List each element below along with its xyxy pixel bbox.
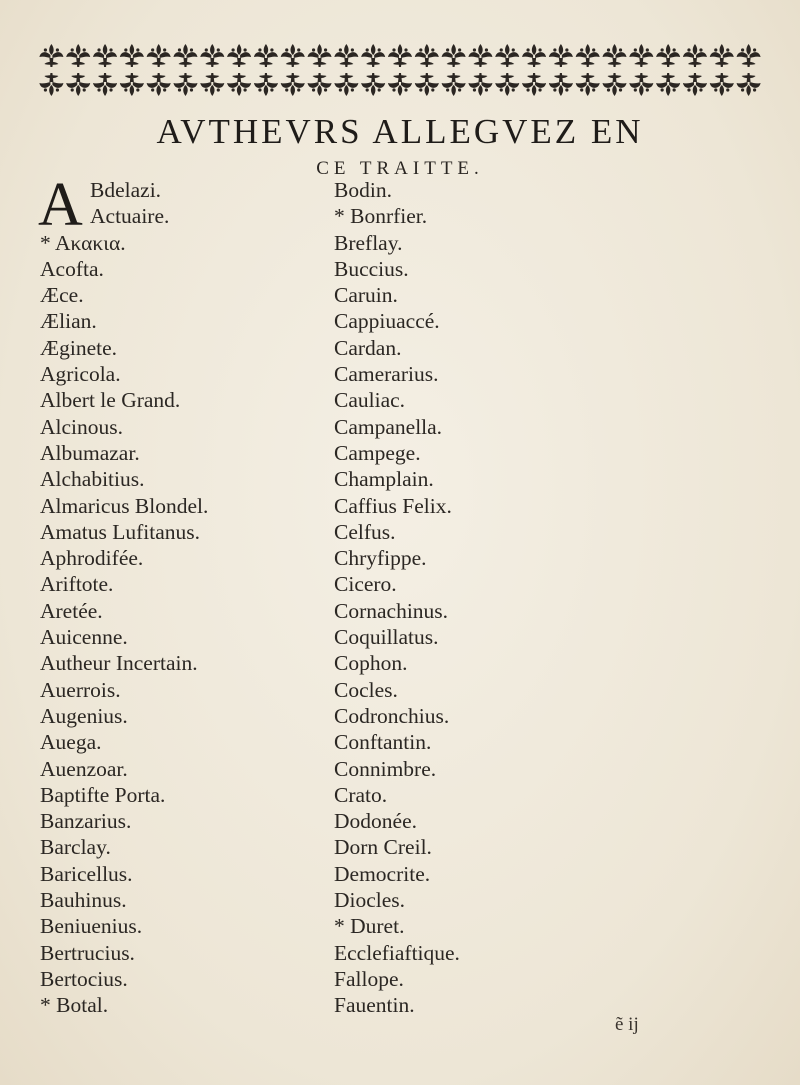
- fleuron-icon: [173, 73, 197, 96]
- author-entry: Bertocius.: [40, 966, 128, 991]
- fleuron-icon: [361, 44, 385, 67]
- fleuron-icon: [710, 73, 734, 96]
- author-entry: Caruin.: [334, 283, 398, 308]
- fleuron-icon: [522, 44, 546, 67]
- author-list-left: [38, 171, 330, 1019]
- fleuron-icon: [254, 44, 278, 67]
- author-entry: Dorn Creil.: [334, 835, 432, 860]
- fleuron-icon: [93, 44, 117, 67]
- author-entry: Cocles.: [334, 677, 398, 702]
- signature-mark: ẽ ij: [615, 1014, 639, 1035]
- fleuron-icon: [683, 73, 707, 96]
- author-entry: Alcinous.: [40, 414, 124, 439]
- author-entry: Auerrois.: [40, 677, 121, 702]
- fleuron-icon: [200, 73, 224, 96]
- author-list-right: [334, 177, 664, 1019]
- fleuron-icon: [66, 44, 90, 67]
- author-entry: Augenius.: [40, 703, 128, 728]
- fleuron-icon: [281, 44, 305, 67]
- fleuron-icon: [415, 44, 439, 67]
- author-entry: Crato.: [334, 782, 388, 807]
- author-entry: Baptifte Porta.: [40, 782, 166, 807]
- fleuron-icon: [737, 44, 761, 67]
- author-entry: Buccius.: [334, 256, 409, 281]
- fleuron-icon: [549, 73, 573, 96]
- fleuron-icon: [254, 73, 278, 96]
- author-entry: Camerarius.: [334, 362, 439, 387]
- author-entry: Diocles.: [334, 888, 406, 913]
- author-entry: Ariftote.: [40, 572, 114, 597]
- fleuron-icon: [468, 73, 492, 96]
- fleuron-icon: [629, 73, 653, 96]
- fleuron-icon: [120, 44, 144, 67]
- author-entry: Auenzoar.: [40, 756, 128, 781]
- author-entry: Bertrucius.: [40, 940, 135, 965]
- author-entry: Æginete.: [40, 335, 118, 360]
- author-entry: Amatus Lufitanus.: [40, 519, 201, 544]
- page-title: AVTHEVRS ALLEGVEZ EN: [156, 112, 644, 151]
- fleuron-icon: [147, 73, 171, 96]
- author-entry: Connimbre.: [334, 756, 437, 781]
- author-entry: * Ακακια.: [40, 230, 126, 255]
- author-entry: Cauliac.: [334, 388, 406, 413]
- fleuron-icon: [39, 73, 63, 96]
- fleuron-icon: [549, 44, 573, 67]
- fleuron-icon: [495, 44, 519, 67]
- author-entry: Breflay.: [334, 230, 403, 255]
- fleuron-icon: [227, 73, 251, 96]
- author-entry: Cardan.: [334, 335, 402, 360]
- author-entry: Cicero.: [334, 572, 397, 597]
- author-entry: Aretée.: [40, 598, 103, 623]
- fleuron-icon: [200, 44, 224, 67]
- fleuron-icon: [308, 73, 332, 96]
- author-entry: Chryfippe.: [334, 546, 427, 571]
- author-entry: Albumazar.: [40, 440, 140, 465]
- author-entry: Alchabitius.: [40, 467, 145, 492]
- author-entry: Caffius Felix.: [334, 493, 452, 518]
- fleuron-icon: [656, 73, 680, 96]
- author-entry: Bodin.: [334, 178, 392, 202]
- fleuron-icon: [603, 44, 627, 67]
- author-entry: Beniuenius.: [40, 914, 143, 939]
- author-entry: Banzarius.: [40, 809, 132, 834]
- fleuron-icon: [147, 44, 171, 67]
- fleuron-icon: [737, 73, 761, 96]
- author-entry: Ecclefiaftique.: [334, 940, 460, 965]
- author-entry: Fallope.: [334, 966, 404, 991]
- fleuron-icon: [281, 73, 305, 96]
- author-entry: * Botal.: [40, 993, 109, 1018]
- fleuron-icon: [173, 44, 197, 67]
- fleuron-icon: [39, 44, 63, 67]
- fleuron-icon: [334, 73, 358, 96]
- fleuron-icon: [468, 44, 492, 67]
- fleuron-icon: [442, 44, 466, 67]
- page-subtitle: CE TRAITTE.: [316, 158, 484, 179]
- author-entry: Coquillatus.: [334, 625, 439, 650]
- author-entry: Actuaire.: [90, 204, 170, 229]
- author-entry: Conftantin.: [334, 730, 432, 755]
- drop-cap: A: [38, 171, 83, 239]
- fleuron-icon: [388, 44, 412, 67]
- fleuron-icon: [710, 44, 734, 67]
- author-entry: Codronchius.: [334, 703, 450, 728]
- fleuron-icon: [576, 73, 600, 96]
- author-entry: Campege.: [334, 440, 421, 465]
- fleuron-icon: [522, 73, 546, 96]
- author-entry: Autheur Incertain.: [40, 651, 198, 676]
- author-entry: Aphrodifée.: [40, 546, 144, 571]
- fleuron-icon: [66, 73, 90, 96]
- author-entry: Democrite.: [334, 861, 431, 886]
- author-entry: Albert le Grand.: [40, 388, 181, 413]
- fleuron-icon: [603, 73, 627, 96]
- author-entry: Auicenne.: [40, 625, 128, 650]
- author-entry: Bauhinus.: [40, 888, 127, 913]
- author-entry: Campanella.: [334, 414, 443, 439]
- fleuron-icon: [93, 73, 117, 96]
- author-entry: * Duret.: [334, 914, 405, 939]
- fleuron-icon: [442, 73, 466, 96]
- author-entry: Cophon.: [334, 651, 408, 676]
- author-entry: Almaricus Blondel.: [40, 493, 209, 518]
- fleuron-icon: [415, 73, 439, 96]
- fleuron-icon: [120, 73, 144, 96]
- author-entry: Champlain.: [334, 467, 434, 492]
- fleuron-icon: [388, 73, 412, 96]
- author-entry: Acofta.: [40, 256, 104, 281]
- author-entry: Cornachinus.: [334, 598, 449, 623]
- author-entry: Baricellus.: [40, 861, 133, 886]
- fleuron-icon: [656, 44, 680, 67]
- fleuron-icon: [629, 44, 653, 67]
- author-entry: * Bonrfier.: [334, 204, 428, 229]
- fleuron-icon: [576, 44, 600, 67]
- author-entry: Fauentin.: [334, 993, 415, 1018]
- ornamental-header-band: [38, 40, 762, 102]
- author-entry: Bdelazi.: [90, 178, 162, 202]
- fleuron-icon: [334, 44, 358, 67]
- fleuron-icon: [308, 44, 332, 67]
- author-entry: Celfus.: [334, 519, 396, 544]
- fleuron-icon: [361, 73, 385, 96]
- author-entry: Æce.: [40, 283, 84, 308]
- author-entry: Ælian.: [40, 309, 97, 334]
- fleuron-icon: [495, 73, 519, 96]
- author-entry: Cappiuaccé.: [334, 309, 440, 334]
- author-entry: Barclay.: [40, 835, 111, 860]
- author-entry: Auega.: [40, 730, 102, 755]
- fleuron-icon: [683, 44, 707, 67]
- author-entry: Dodonée.: [334, 809, 417, 834]
- author-entry: Agricola.: [40, 362, 121, 387]
- fleuron-icon: [227, 44, 251, 67]
